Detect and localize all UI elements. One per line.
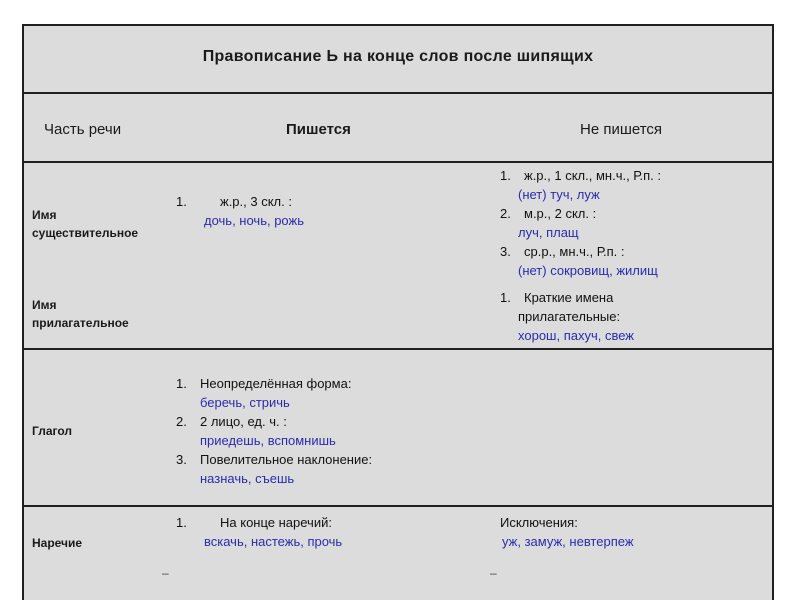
row-label-adjective-line1: Имя bbox=[32, 298, 57, 312]
header-part-of-speech: Часть речи bbox=[44, 121, 122, 138]
noun-nw1-num: 1. bbox=[500, 168, 511, 183]
noun-written-rule-text: ж.р., 3 скл. : bbox=[220, 194, 292, 209]
divider-verb-adverb bbox=[24, 505, 772, 507]
adjective-nw-num: 1. bbox=[500, 290, 511, 305]
noun-not-written-3-rule bbox=[500, 242, 624, 261]
divider-title bbox=[24, 92, 772, 94]
adjective-nw-rule-line1: Краткие имена bbox=[524, 290, 614, 305]
adverb-written-rule bbox=[176, 513, 332, 532]
noun-nw2-rule: м.р., 2 скл. : bbox=[524, 206, 597, 221]
verb-written-2-examples: приедешь, вспомнишь bbox=[200, 433, 336, 448]
verb-written-3-rule bbox=[176, 450, 372, 469]
row-label-adjective-line2: прилагательное bbox=[32, 316, 129, 330]
row-label-noun-line2: существительное bbox=[32, 226, 139, 240]
noun-not-written-1-examples: (нет) туч, луж bbox=[518, 187, 600, 202]
adverb-written-examples: вскачь, настежь, прочь bbox=[204, 534, 343, 549]
row-continuation-mark: – bbox=[490, 566, 497, 580]
noun-not-written-3-examples: (нет) сокровищ, жилищ bbox=[518, 263, 658, 278]
verb-w3-rule: Повелительное наклонение: bbox=[200, 452, 373, 467]
noun-nw1-rule: ж.р., 1 скл., мн.ч., Р.п. : bbox=[524, 168, 662, 183]
noun-written-rule bbox=[176, 192, 292, 211]
verb-w3-num: 3. bbox=[176, 452, 187, 467]
row-label-noun-line1: Имя bbox=[32, 208, 57, 222]
verb-w2-rule: 2 лицо, ед. ч. : bbox=[200, 414, 287, 429]
adverb-not-written-examples: уж, замуж, невтерпеж bbox=[502, 534, 634, 549]
noun-not-written-1-rule bbox=[500, 166, 661, 185]
noun-not-written-2-rule bbox=[500, 204, 596, 223]
row-label-noun bbox=[32, 206, 138, 242]
verb-written-1-rule bbox=[176, 374, 351, 393]
noun-not-written-2-examples: луч, плащ bbox=[518, 225, 579, 240]
noun-written-num: 1. bbox=[176, 194, 187, 209]
adverb-w-num: 1. bbox=[176, 515, 187, 530]
divider-noun-verb bbox=[24, 348, 772, 350]
adverb-w-rule: На конце наречий: bbox=[220, 515, 332, 530]
noun-nw3-rule: ср.р., мн.ч., Р.п. : bbox=[524, 244, 625, 259]
adjective-not-written-rule-line2: прилагательные: bbox=[518, 309, 621, 324]
adjective-not-written-rule bbox=[500, 288, 613, 307]
rules-table bbox=[22, 24, 774, 600]
header-not-written: Не пишется bbox=[580, 121, 663, 138]
verb-w2-num: 2. bbox=[176, 414, 187, 429]
row-label-verb: Глагол bbox=[32, 424, 72, 438]
noun-nw2-num: 2. bbox=[500, 206, 511, 221]
table-title: Правописание Ь на конце слов после шипящих bbox=[202, 48, 594, 65]
noun-nw3-num: 3. bbox=[500, 244, 511, 259]
header-written: Пишется bbox=[286, 121, 351, 138]
verb-written-1-examples: беречь, стричь bbox=[200, 395, 290, 410]
row-continuation-mark: – bbox=[162, 566, 169, 580]
row-label-adjective bbox=[32, 296, 129, 332]
row-label-adverb: Наречие bbox=[32, 536, 83, 550]
verb-w1-rule: Неопределённая форма: bbox=[200, 376, 352, 391]
verb-written-3-examples: назначь, съешь bbox=[200, 471, 295, 486]
verb-written-2-rule bbox=[176, 412, 287, 431]
verb-w1-num: 1. bbox=[176, 376, 187, 391]
adjective-not-written-examples: хорош, пахуч, свеж bbox=[518, 328, 635, 343]
adverb-not-written-rule: Исключения: bbox=[500, 515, 578, 530]
noun-written-examples: дочь, ночь, рожь bbox=[204, 213, 304, 228]
divider-header bbox=[24, 161, 772, 163]
